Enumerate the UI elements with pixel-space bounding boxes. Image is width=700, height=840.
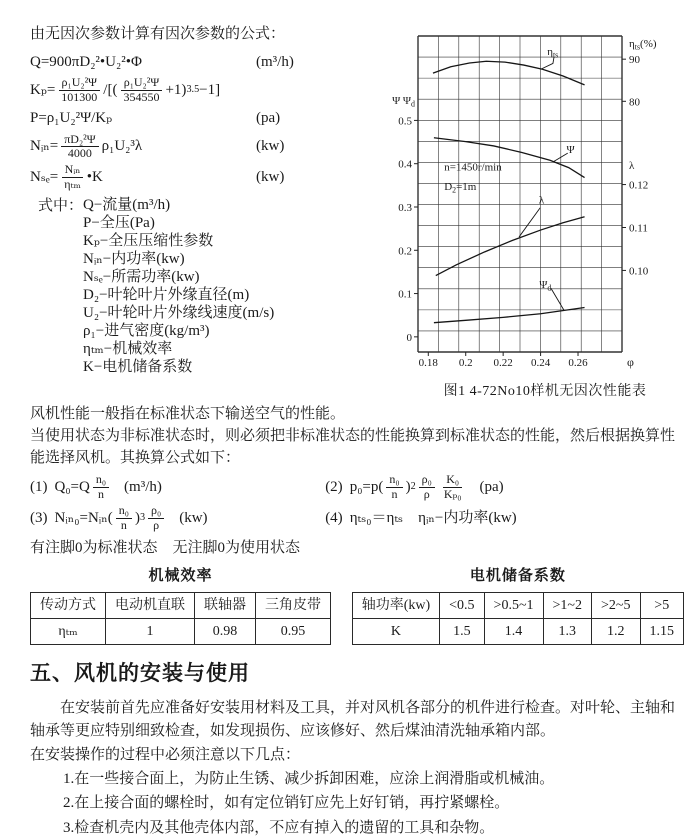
- left-tick-label: 0.4: [398, 158, 412, 171]
- table-row: [352, 619, 683, 645]
- section-heading: 五、风机的安装与使用: [30, 662, 250, 686]
- list-item: 3.检查机壳内及其他壳体内部，不应有掉入的遗留的工具和杂物。: [63, 819, 495, 836]
- formula-body: Nᵢₙ= $\frac{\text{πD₂²Ψ}}{4000}$ ρ₁U₂³λ: [30, 131, 143, 161]
- notes-intro: 在安装操作的过程中必须注意以下几点：: [30, 747, 301, 764]
- chart-annotation: n=1450r/min: [444, 161, 502, 174]
- formula-unit: (kw): [179, 509, 208, 526]
- formula-flow: [30, 49, 390, 75]
- table-header-cell: 轴功率(kw): [352, 593, 439, 619]
- list-item: ηₜₘ−机械效率: [83, 340, 173, 357]
- left-tick-label: 0.1: [398, 288, 412, 301]
- chart-grid: [418, 36, 622, 352]
- formula-unit: (pa): [479, 478, 504, 495]
- chart-column: [390, 24, 698, 402]
- formula-unit: (kw): [256, 138, 285, 155]
- table-row: [31, 619, 331, 645]
- table-cell: 1.2: [592, 619, 640, 645]
- table-header-cell: <0.5: [440, 593, 484, 619]
- formula-unit: (kw): [256, 168, 285, 185]
- table-cell: 1.3: [543, 619, 591, 645]
- formula-intro-text: 由无因次参数计算有因次参数的公式：: [30, 26, 286, 42]
- left-axis-label: Ψ $\Psi_d$: [392, 95, 415, 109]
- table-row: [31, 593, 331, 619]
- conversion-formula-4: [325, 503, 686, 534]
- table-cell: 1.4: [484, 619, 543, 645]
- x-tick-label: 0.18: [418, 357, 438, 369]
- mechanical-efficiency-table: [30, 592, 331, 645]
- table-header-cell: 电动机直联: [106, 593, 195, 619]
- table-cell: K: [352, 619, 439, 645]
- table-header-cell: 三角皮带: [256, 593, 331, 619]
- list-item: Nᵢₙ−内功率(kw): [83, 250, 185, 267]
- series-label-leader: [519, 208, 540, 237]
- table-cell: 0.95: [256, 619, 331, 645]
- formula-pressure: [30, 106, 390, 132]
- formula-body: ηₜₛ₀＝ηₜₛ ηᵢₙ−内功率(kw): [349, 509, 517, 526]
- table-header-cell: >2~5: [592, 593, 640, 619]
- formula-number: (2): [325, 478, 343, 495]
- list-item: 1.在一些接合面上，为防止生锈、减少拆卸困难，应涂上润滑脂或机械油。: [63, 771, 555, 788]
- x-axis-label: φ: [627, 355, 634, 369]
- installation-steps: [30, 767, 686, 840]
- table-cell: 1.15: [640, 619, 684, 645]
- series-label: Ψ: [566, 143, 575, 156]
- conversion-paragraph: 当使用状态为非标准状态时，则必须把非标准状态的性能换算到标准状态的性能，然后根据换算性能选择风机。其换算公式如下：: [30, 427, 676, 467]
- list-item: K−电机储备系数: [83, 358, 193, 375]
- symbol-definitions-list: [83, 196, 274, 376]
- x-tick-label: 0.2: [458, 357, 473, 369]
- lambda-axis-label: λ: [629, 159, 635, 172]
- table-header-cell: >1~2: [543, 593, 591, 619]
- formula-number: (4): [325, 509, 343, 526]
- conversion-formula-3: [30, 503, 325, 534]
- symbol-definitions-block: [30, 196, 390, 376]
- formula-internal-power: [30, 132, 390, 163]
- performance-note: 风机性能一般指在标准状态下输送空气的性能。: [30, 405, 346, 422]
- list-item: D₂−叶轮叶片外缘直径(m): [83, 286, 250, 303]
- left-tick-label: 0.5: [398, 115, 412, 128]
- eta-axis-label: $\eta_{ts}(\%)$: [629, 38, 657, 52]
- list-item: Q−流量(m³/h): [83, 196, 171, 213]
- formula-required-power: [30, 162, 390, 193]
- series-label-leader: [551, 288, 564, 310]
- eta-tick-label: 90: [629, 54, 640, 67]
- list-item: 2.在上接合面的螺栓时，如有定位销钉应先上好钉销，再拧紧螺栓。: [63, 795, 510, 812]
- formula-body: Q=900πD₂²•U₂²•Φ: [30, 53, 142, 70]
- left-tick-label: 0.3: [398, 201, 412, 214]
- formula-body: Nₛₑ= $\frac{\text{Nᵢₙ}}{\text{ηₜₘ}}$ •K: [30, 162, 103, 191]
- table-title: 电机储备系数: [469, 568, 566, 585]
- formula-body: Nᵢₙ₀=Nᵢₙ( $\frac{\text{n₀}}{n}$ ) 3 $\frac{\text{ρ₀}}{\rho}$: [55, 503, 168, 534]
- series-label: λ: [538, 194, 545, 207]
- formula-body: Q₀=Q $\frac{\text{n₀}}{n}$: [55, 472, 113, 503]
- top-section: [30, 24, 686, 402]
- table-title: 机械效率: [148, 568, 213, 585]
- table-header-cell: 联轴器: [195, 593, 256, 619]
- table-header-cell: 传动方式: [31, 593, 106, 619]
- table-cell: 0.98: [195, 619, 256, 645]
- list-item: P−全压(Pa): [83, 214, 155, 231]
- formula-unit: (m³/h): [256, 53, 294, 70]
- motor-reserve-table: [352, 592, 684, 645]
- series-label: $\eta_{ts}$: [547, 46, 559, 60]
- x-tick-label: 0.22: [493, 357, 513, 369]
- table-header-cell: >0.5~1: [484, 593, 543, 619]
- list-item: ρ₁−进气密度(kg/m³): [83, 322, 210, 339]
- formula-number: (1): [30, 478, 48, 495]
- series-curve: [433, 61, 585, 85]
- table-cell: 1.5: [440, 619, 484, 645]
- motor-reserve-block: [352, 566, 684, 645]
- mechanical-efficiency-block: [30, 566, 331, 645]
- where-label: 式中：: [38, 197, 84, 214]
- formula-unit: (pa): [256, 110, 281, 127]
- conversion-formula-1: [30, 472, 325, 503]
- formula-number: (3): [30, 509, 48, 526]
- tables-row: [30, 566, 686, 645]
- formula-compressibility: [30, 75, 390, 106]
- formula-column: [30, 24, 390, 402]
- list-item: U₂−叶轮叶片外缘线速度(m/s): [83, 304, 275, 321]
- conversion-formula-2: [325, 472, 686, 503]
- conversion-formulas: [30, 472, 686, 533]
- table-header-cell: >5: [640, 593, 684, 619]
- table-cell: 1: [106, 619, 195, 645]
- formula-body: Kₚ= $\frac{\text{ρ₁U₂²Ψ}}{101300}$ /[( $\frac{\text{ρ₁U₂²Ψ}}{354550}$ +1) 3.5 −1]: [30, 75, 221, 104]
- installation-paragraph: 在安装前首先应准备好安装用材料及工具，并对风机各部分的机件进行检查。对叶轮、主轴和轴承等更应特别细致检查，如发现损伤、应该修好、然后煤油清洗轴承箱内部。: [30, 699, 676, 739]
- left-tick-label: 0.2: [398, 245, 412, 258]
- x-tick-label: 0.26: [568, 357, 588, 369]
- table-row: [352, 593, 683, 619]
- formula-body: p₀=p( $\frac{\text{n₀}}{n}$ ) 2 $\frac{\text{ρ₀}}{\rho}$ $\frac{\text{K₀}}{\text{Kₚ₀}}$: [349, 472, 462, 501]
- lambda-tick-label: 0.11: [629, 222, 648, 235]
- dimensionless-performance-chart: [392, 24, 698, 374]
- chart-annotation: $D_2=1m$: [444, 180, 477, 195]
- figure-caption: 图1 4-72No10样机无因次性能表: [443, 384, 647, 399]
- x-tick-label: 0.24: [530, 357, 551, 369]
- series-label: $\Psi_d$: [539, 279, 552, 293]
- formula-unit: (m³/h): [124, 478, 162, 495]
- eta-tick-label: 80: [629, 96, 640, 109]
- list-item: Kₚ−全压压缩性参数: [83, 232, 214, 249]
- table-cell: ηₜₘ: [31, 619, 106, 645]
- lambda-tick-label: 0.10: [629, 265, 649, 278]
- left-tick-label: 0: [406, 331, 412, 344]
- list-item: Nₛₑ−所需功率(kw): [83, 268, 200, 285]
- lambda-tick-label: 0.12: [629, 179, 649, 192]
- formula-body: P=ρ₁U₂²Ψ/Kₚ: [30, 110, 113, 127]
- subscript-footnote: 有注脚0为标准状态 无注脚0为使用状态: [30, 540, 301, 557]
